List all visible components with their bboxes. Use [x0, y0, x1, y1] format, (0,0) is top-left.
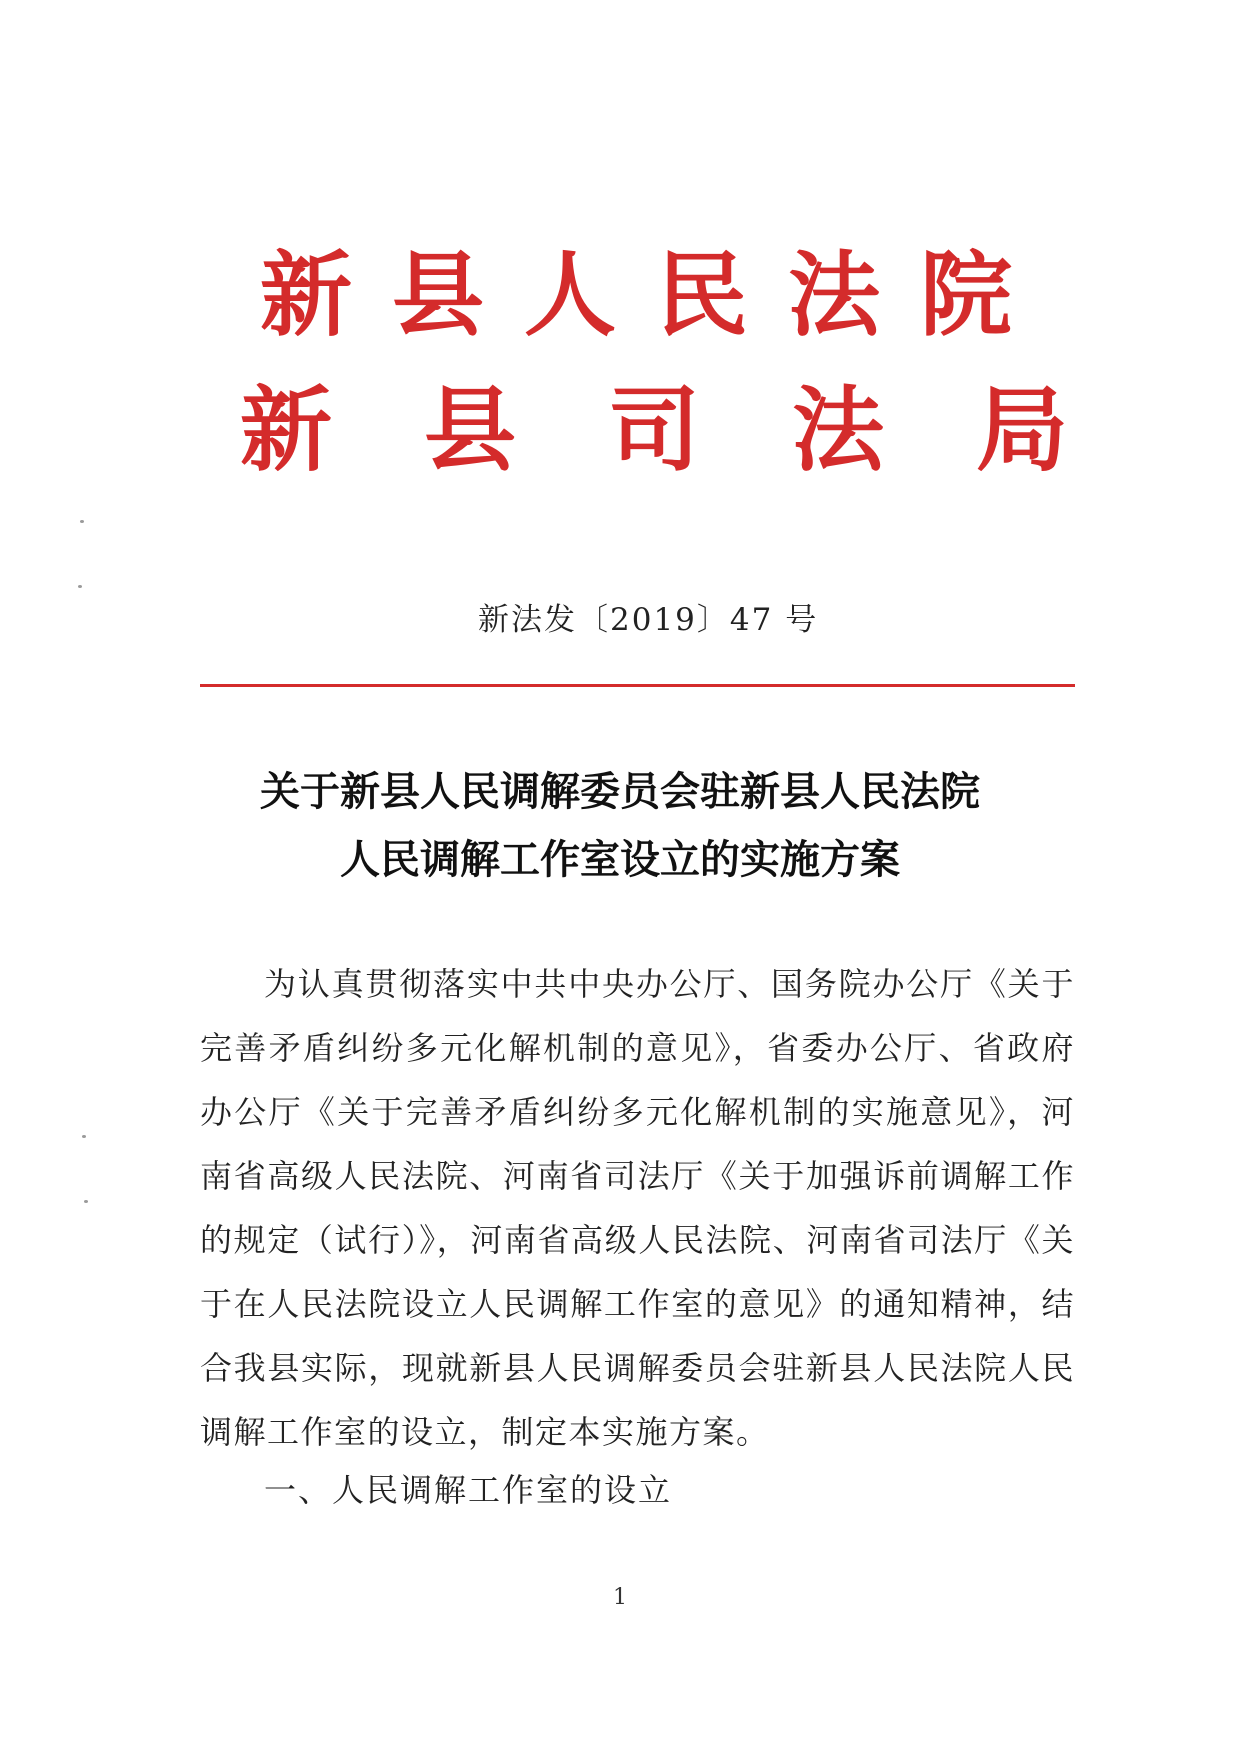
issuing-org-justice-bureau: 新县司法局 — [240, 376, 1161, 484]
document-number: 新法发〔2019〕47 号 — [478, 602, 819, 638]
scan-speck — [82, 1135, 86, 1138]
scan-speck — [84, 1200, 88, 1203]
body-paragraph: 为认真贯彻落实中共中央办公厅、国务院办公厅《关于完善矛盾纠纷多元化解机制的意见》，省委办公厅、省政府办公厅《关于完善矛盾纠纷多元化解机制的实施意见》，河南省高级人民法院、河南省司法厅《关于加强诉前调解工作的规定（试行）》，河南省高级人民法院、河南省司法厅《关于在人民法院设立人民调解工作室的意见》的通知精神，结合我县实际，现就新县人民调解委员会驻新县人民法院人民调解工作室的设立，制定本实施方案。 — [200, 965, 1075, 1451]
issuing-org-court: 新县人民法院 — [260, 241, 1053, 349]
header-divider — [200, 684, 1075, 687]
document-title-line-2: 人民调解工作室设立的实施方案 — [340, 837, 900, 883]
scan-speck — [78, 585, 82, 588]
section-heading: 一、人民调解工作室的设立 — [264, 1471, 673, 1509]
page-number: 1 — [613, 1585, 627, 1610]
document-title-line-1: 关于新县人民调解委员会驻新县人民法院 — [260, 769, 980, 815]
scan-speck — [80, 520, 84, 523]
